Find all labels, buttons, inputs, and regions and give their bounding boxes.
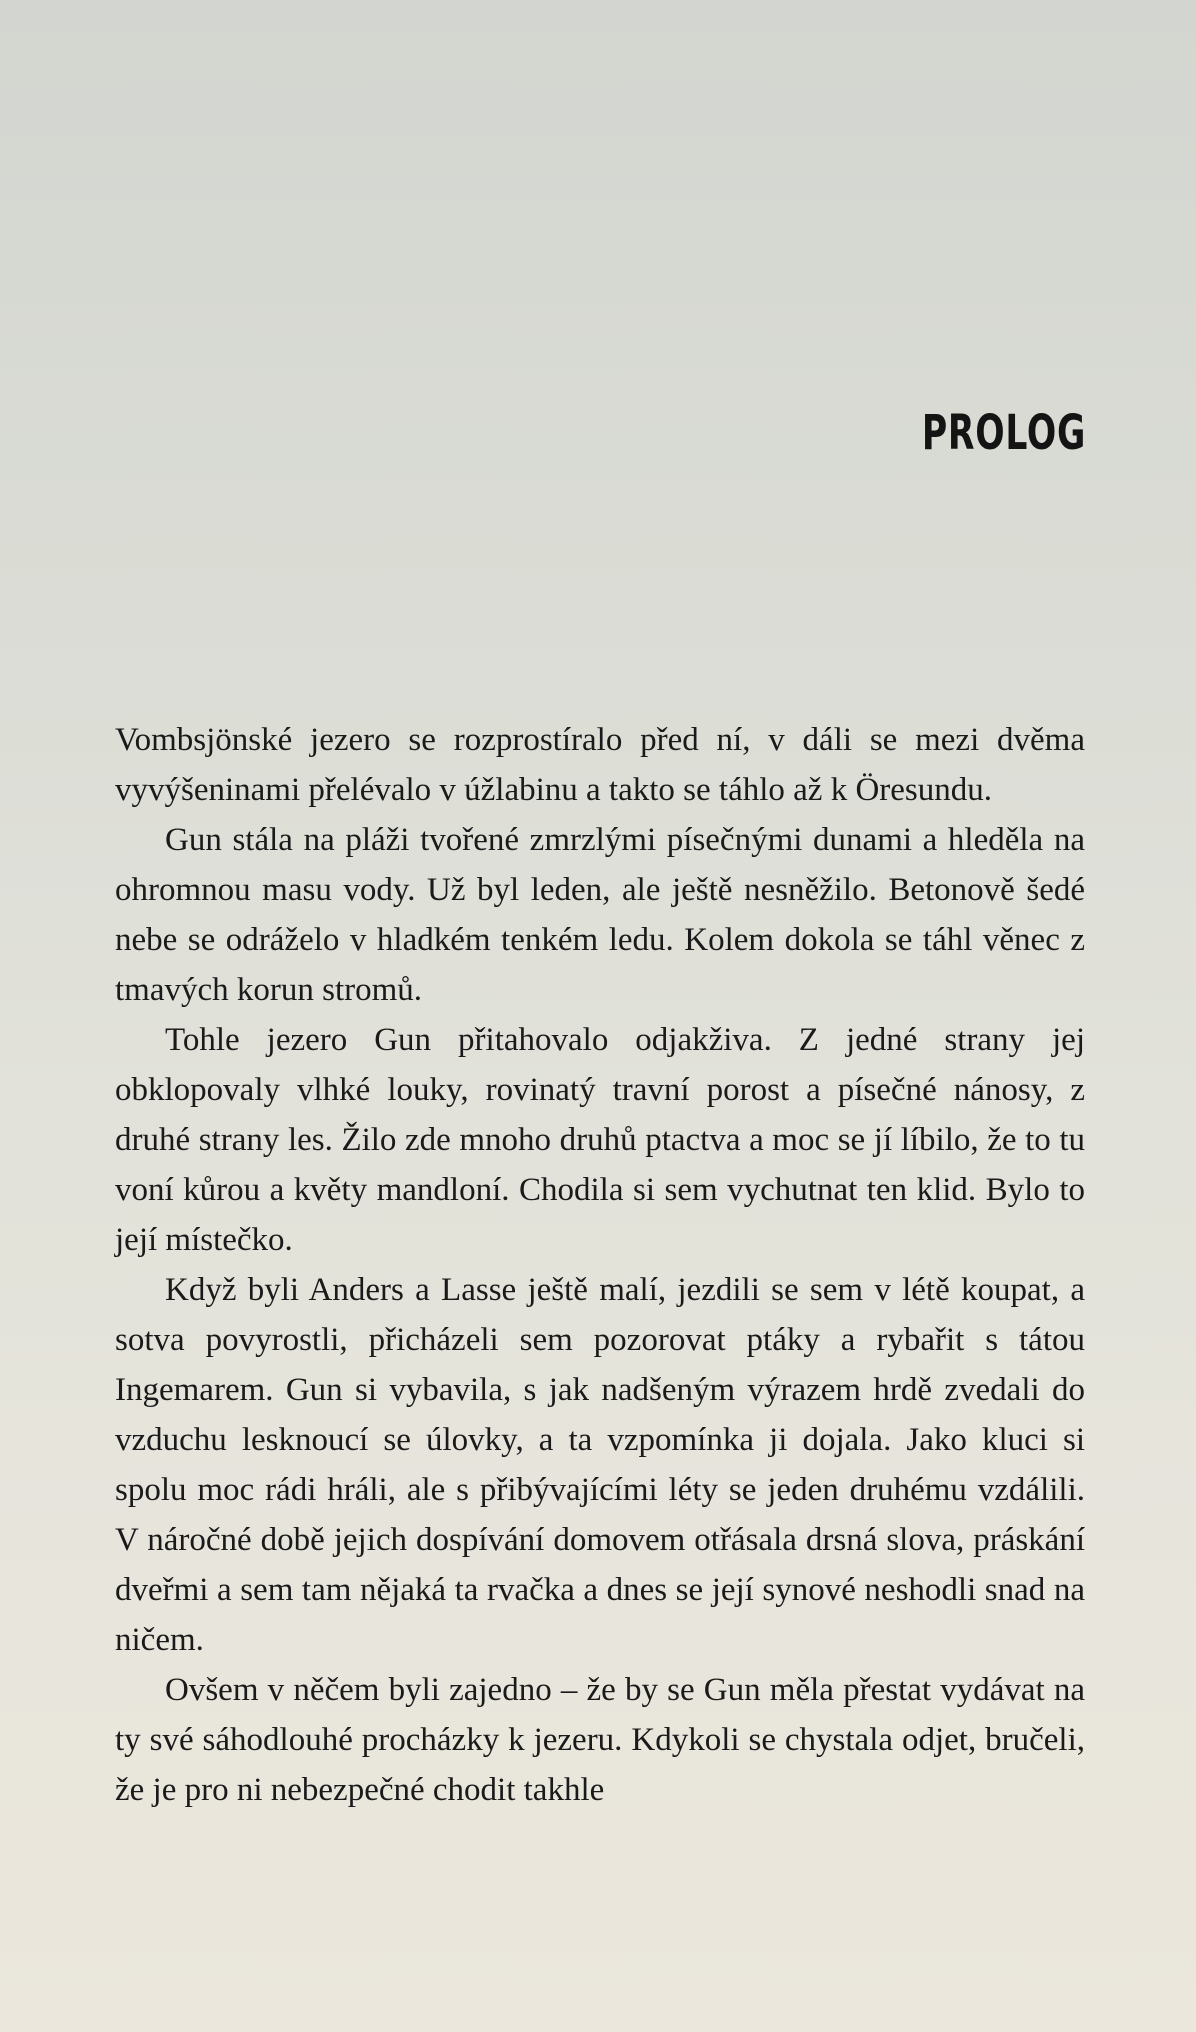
paragraph-5: Ovšem v něčem byli zajedno – že by se Gun měla přestat vydávat na ty své sáhodlouhé procházky k jezeru. Kdykoli se chystala odjet, bručeli, že je pro ni nebezpečné chodit takhle	[115, 1672, 1085, 1808]
paragraph-1: Vombsjönské jezero se rozprostíralo před ní, v dáli se mezi dvěma vyvýšeninami přelévalo v úžlabinu a takto se táhlo až k Öresundu.	[115, 722, 1085, 808]
paragraph-2: Gun stála na pláži tvořené zmrzlými písečnými dunami a hleděla na ohromnou masu vody. Už byl leden, ale ještě nesněžilo. Betonově šedé nebe se odráželo v hladkém tenkém ledu. Kolem dokola se táhl věnec z tmavých korun stromů.	[115, 822, 1085, 1008]
paragraph-3: Tohle jezero Gun přitahovalo odjakživa. Z jedné strany jej obklopovaly vlhké louky, rovinatý travní porost a písečné nánosy, z druhé strany les. Žilo zde mnoho druhů ptactva a moc se jí líbilo, že to tu voní kůrou a květy mandloní. Chodila si sem vychutnat ten klid. Bylo to její místečko.	[115, 1022, 1085, 1258]
chapter-title: PROLOG	[921, 405, 1086, 461]
body-text	[115, 715, 1085, 1815]
paragraph-4: Když byli Anders a Lasse ještě malí, jezdili se sem v létě koupat, a sotva povyrostli, přicházeli sem pozorovat ptáky a rybařit s tátou Ingemarem. Gun si vybavila, s jak nadšeným výrazem hrdě zvedali do vzduchu lesknoucí se úlovky, a ta vzpomínka ji dojala. Jako kluci si spolu moc rádi hráli, ale s přibývajícími léty se jeden druhému vzdálili. V náročné době jejich dospívání domovem otřásala drsná slova, práskání dveřmi a sem tam nějaká ta rvačka a dnes se její synové neshodli snad na ničem.	[115, 1272, 1085, 1658]
